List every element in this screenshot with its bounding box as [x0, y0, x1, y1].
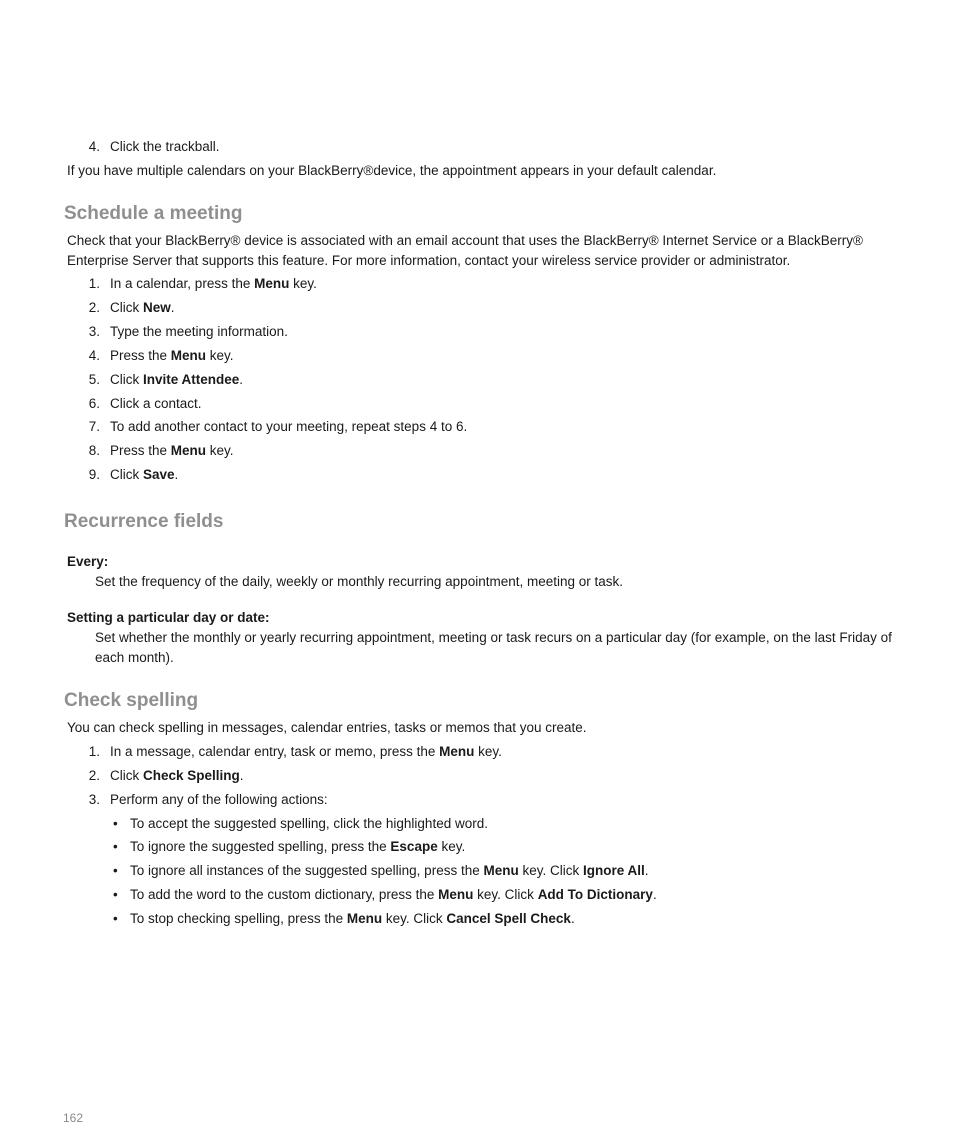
list-item: To stop checking spelling, press the Menu key. Click Cancel Spell Check.	[130, 911, 575, 926]
step-number: 6.	[88, 396, 100, 411]
calendar-note: If you have multiple calendars on your BlackBerry®device, the appointment appears in your default calendar.	[67, 163, 717, 178]
step-number: 3.	[88, 324, 100, 339]
step-text: Press the Menu key.	[110, 348, 234, 363]
section-heading-spelling: Check spelling	[64, 690, 199, 711]
step-number: 4.	[88, 139, 100, 154]
definition-every: Set the frequency of the daily, weekly or monthly recurring appointment, meeting or task.	[95, 574, 624, 589]
definition-particular-day: Set whether the monthly or yearly recurring appointment, meeting or task recurs on a particular day (for example, on the last Friday of each month).	[95, 630, 892, 665]
step-number: 9.	[88, 467, 100, 482]
step-text: Click Invite Attendee.	[110, 372, 244, 387]
step-text: Click the trackball.	[110, 139, 220, 154]
step-text: Click New.	[110, 300, 175, 315]
step-number: 1.	[88, 276, 100, 291]
step-number: 8.	[88, 443, 100, 458]
list-item: To ignore all instances of the suggested spelling, press the Menu key. Click Ignore All.	[130, 863, 649, 878]
step-text: Click a contact.	[110, 396, 202, 411]
step-text: Type the meeting information.	[110, 324, 288, 339]
spelling-intro: You can check spelling in messages, calendar entries, tasks or memos that you create.	[67, 720, 587, 735]
bullet-marker: •	[113, 839, 118, 854]
section-heading-schedule: Schedule a meeting	[64, 203, 243, 224]
section-heading-recurrence: Recurrence fields	[64, 511, 224, 532]
step-text: Press the Menu key.	[110, 443, 234, 458]
bullet-marker: •	[113, 863, 118, 878]
step-text: Click Check Spelling.	[110, 768, 244, 783]
step-number: 4.	[88, 348, 100, 363]
step-text: Click Save.	[110, 467, 179, 482]
step-number: 7.	[88, 419, 100, 434]
schedule-intro: Check that your BlackBerry® device is associated with an email account that uses the BlackBerry® Internet Service or a BlackBerry® Enterprise Server that supports this feature. For more information, contact your wireless service provider or administrator.	[67, 233, 863, 268]
bullet-marker: •	[113, 911, 118, 926]
step-number: 1.	[88, 744, 100, 759]
step-text: In a calendar, press the Menu key.	[110, 276, 317, 291]
step-number: 3.	[88, 792, 100, 807]
step-number: 2.	[88, 768, 100, 783]
step-number: 5.	[88, 372, 100, 387]
term-every: Every:	[67, 554, 109, 569]
step-text: In a message, calendar entry, task or memo, press the Menu key.	[110, 744, 502, 759]
bullet-marker: •	[113, 887, 118, 902]
term-particular-day: Setting a particular day or date:	[67, 610, 270, 625]
step-text: Perform any of the following actions:	[110, 792, 328, 807]
bullet-marker: •	[113, 816, 118, 831]
page-number: 162	[63, 1111, 84, 1125]
step-text: To add another contact to your meeting, repeat steps 4 to 6.	[110, 419, 468, 434]
list-item: To accept the suggested spelling, click the highlighted word.	[130, 816, 488, 831]
list-item: To add the word to the custom dictionary, press the Menu key. Click Add To Dictionary.	[130, 887, 657, 902]
step-number: 2.	[88, 300, 100, 315]
list-item: To ignore the suggested spelling, press the Escape key.	[130, 839, 466, 854]
